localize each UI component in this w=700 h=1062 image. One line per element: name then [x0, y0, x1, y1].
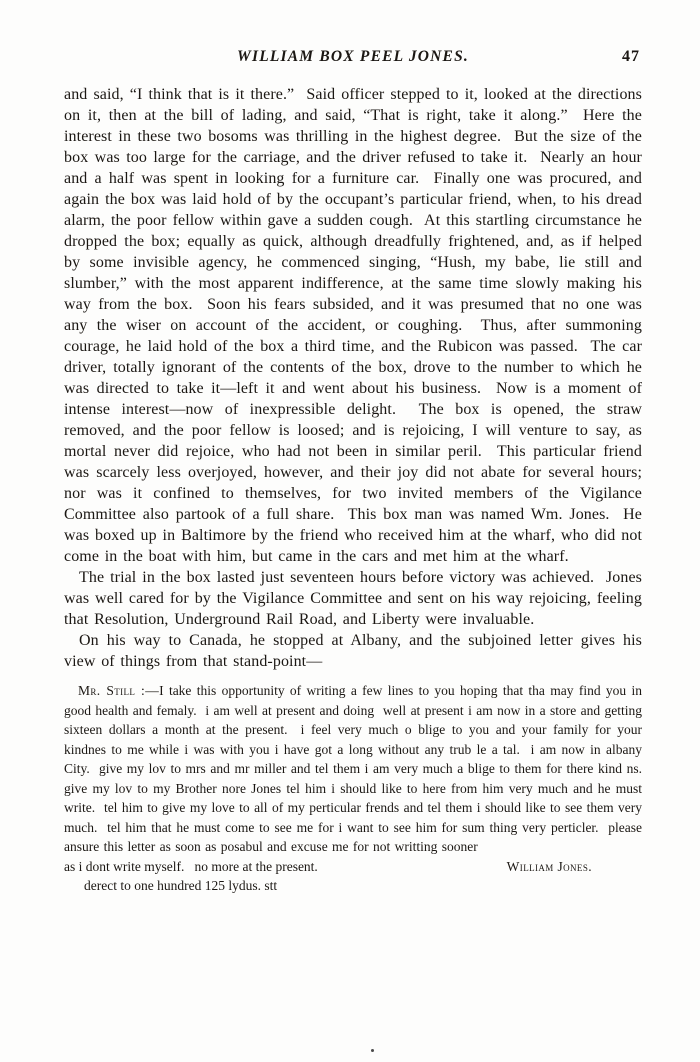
- paragraph-trial: The trial in the box lasted just seventeen hours before victory was achieved. Jones was well cared for by the Vigilance Committee and sent on his way rejoicing, feeling that Resolution, Underground Rail Road, and Liberty were invaluable.: [64, 569, 648, 628]
- letter-closing-text: as i dont write myself. no more at the present.: [64, 858, 318, 874]
- letter-signature: William Jones.: [506, 858, 592, 874]
- letter-body: [64, 681, 647, 857]
- print-artifact-dot: [371, 1049, 374, 1052]
- running-header: [64, 48, 642, 70]
- letter-salutation: Mr. Still :—: [78, 683, 160, 698]
- letter-block: [64, 681, 647, 896]
- letter-closing-line: [64, 857, 642, 877]
- letter-postscript: derect to one hundred 125 lydus. stt: [84, 878, 278, 893]
- letter-text: I take this opportunity of writing a few lines to you hoping that tha may find you in good health and femaly. i am well at present and doing well at present i am now in a store and getting sixteen dollars a month at the present. i feel very much o blige to you and your family for your kindnes to me while i was with you i have got a long without any trub le a tal. i am now in albany City. give my lov to mrs and mr miller and tel them i am very much a blige to them for there kind ns. give my lov to my Brother nore Jones tel him i should like to here from him very much and he must write. tel him to give my love to all of my perticular frends and tel them i should like to see them very much. tel him that he must come to see me for i want to see him for sum thing very perticler. please ansure this letter as soon as posabul and excuse me for not writting sooner: [64, 683, 647, 854]
- paragraph-canada: On his way to Canada, he stopped at Albany, and the subjoined letter gives his view of things from that stand-point—: [64, 632, 648, 670]
- page-content: [64, 48, 648, 896]
- page-number: 47: [622, 48, 640, 65]
- page-title: WILLIAM BOX PEEL JONES.: [236, 48, 469, 65]
- paragraph-continuation: and said, “I think that is it there.” Said officer stepped to it, looked at the directions on it, then at the bill of lading, and said, “That is right, take it along.” Here the interest in these two bosoms was thrilling in the highest degree. But the size of the box was too large for the carriage, and the driver refused to take it. Nearly an hour and a half was spent in looking for a furniture car. Finally one was procured, and again the box was laid hold of by the occupant’s particular friend, when, to his dread alarm, the poor fellow within gave a sudden cough. At this startling circumstance he dropped the box; equally as quick, although dreadfully frightened, and, as if helped by some invisible agency, he commenced singing, “Hush, my babe, lie still and slumber,” with the most apparent indifference, at the same time slowly making his way from the box. Soon his fears subsided, and it was presumed that no one was any the wiser on account of the accident, or coughing. Thus, after summoning courage, he laid hold of the box a third time, and the Rubicon was passed. The car driver, totally ignorant of the contents of the box, drove to the number to which he was directed to take it—left it and went about his business. Now is a moment of intense interest—now of inexpressible delight. The box is opened, the straw removed, and the poor fellow is loosed; and is rejoicing, I will venture to say, as mortal never did rejoice, who had not been in similar peril. This particular friend was scarcely less overjoyed, however, and their joy did not abate for several hours; nor was it confined to themselves, for two invited members of the Vigilance Committee also partook of a full share. This box man was named Wm. Jones. He was boxed up in Baltimore by the friend who received him at the wharf, who did not come in the boat with him, but came in the cars and met him at the wharf.: [64, 86, 648, 565]
